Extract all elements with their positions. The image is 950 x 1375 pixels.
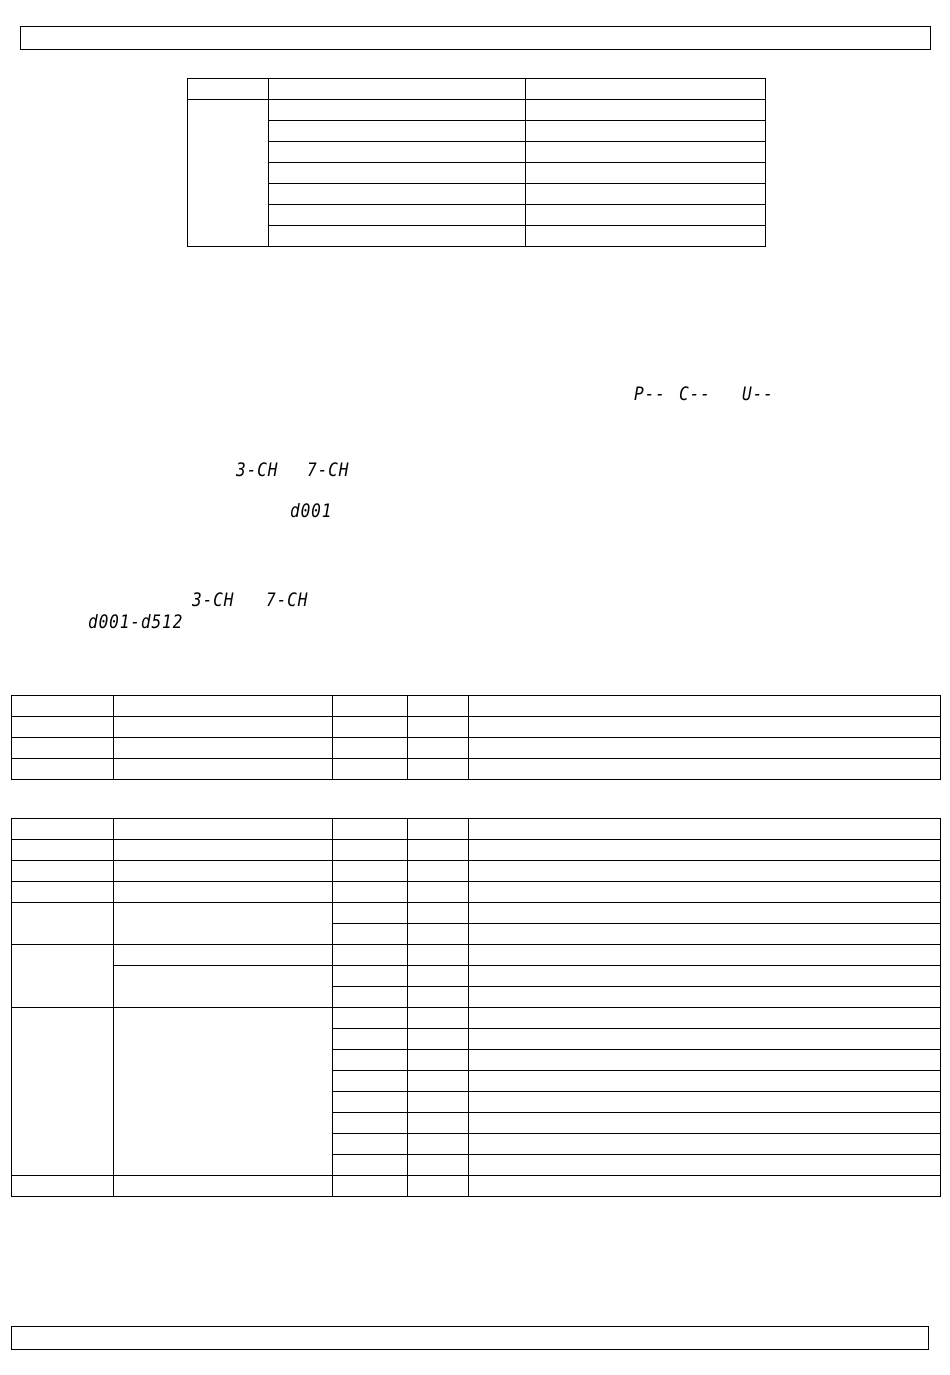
table-row [188,142,766,163]
table-row [188,121,766,142]
lcd-mode-p: P-- [634,383,666,405]
table-row [12,903,941,924]
mode-table [187,78,766,247]
table-row [12,759,941,780]
lcd-3ch: 3-CH [236,459,279,481]
table-row [188,79,766,100]
table-row [12,840,941,861]
lcd-3ch-second: 3-CH [192,589,235,611]
table-row [12,882,941,903]
page-footer-frame [11,1326,929,1350]
channel-table-7ch [11,818,941,1197]
page-header-frame [20,26,931,50]
table-row [12,819,941,840]
table-row [12,861,941,882]
lcd-address-range: d001-d512 [88,611,184,633]
lcd-mode-u: U-- [742,383,774,405]
table-row [12,945,941,966]
table-row [12,696,941,717]
lcd-address-default: d001 [290,500,333,522]
table-row [12,1008,941,1029]
channel-table-3ch [11,695,941,780]
table-row [12,717,941,738]
table-row [188,100,766,121]
lcd-7ch-second: 7-CH [266,589,309,611]
table-row [12,1176,941,1197]
table-row [12,966,941,987]
lcd-mode-c: C-- [679,383,711,405]
table-row [188,163,766,184]
table-row [12,738,941,759]
table-row [188,205,766,226]
table-row [188,184,766,205]
table-row [188,226,766,247]
lcd-7ch: 7-CH [307,459,350,481]
